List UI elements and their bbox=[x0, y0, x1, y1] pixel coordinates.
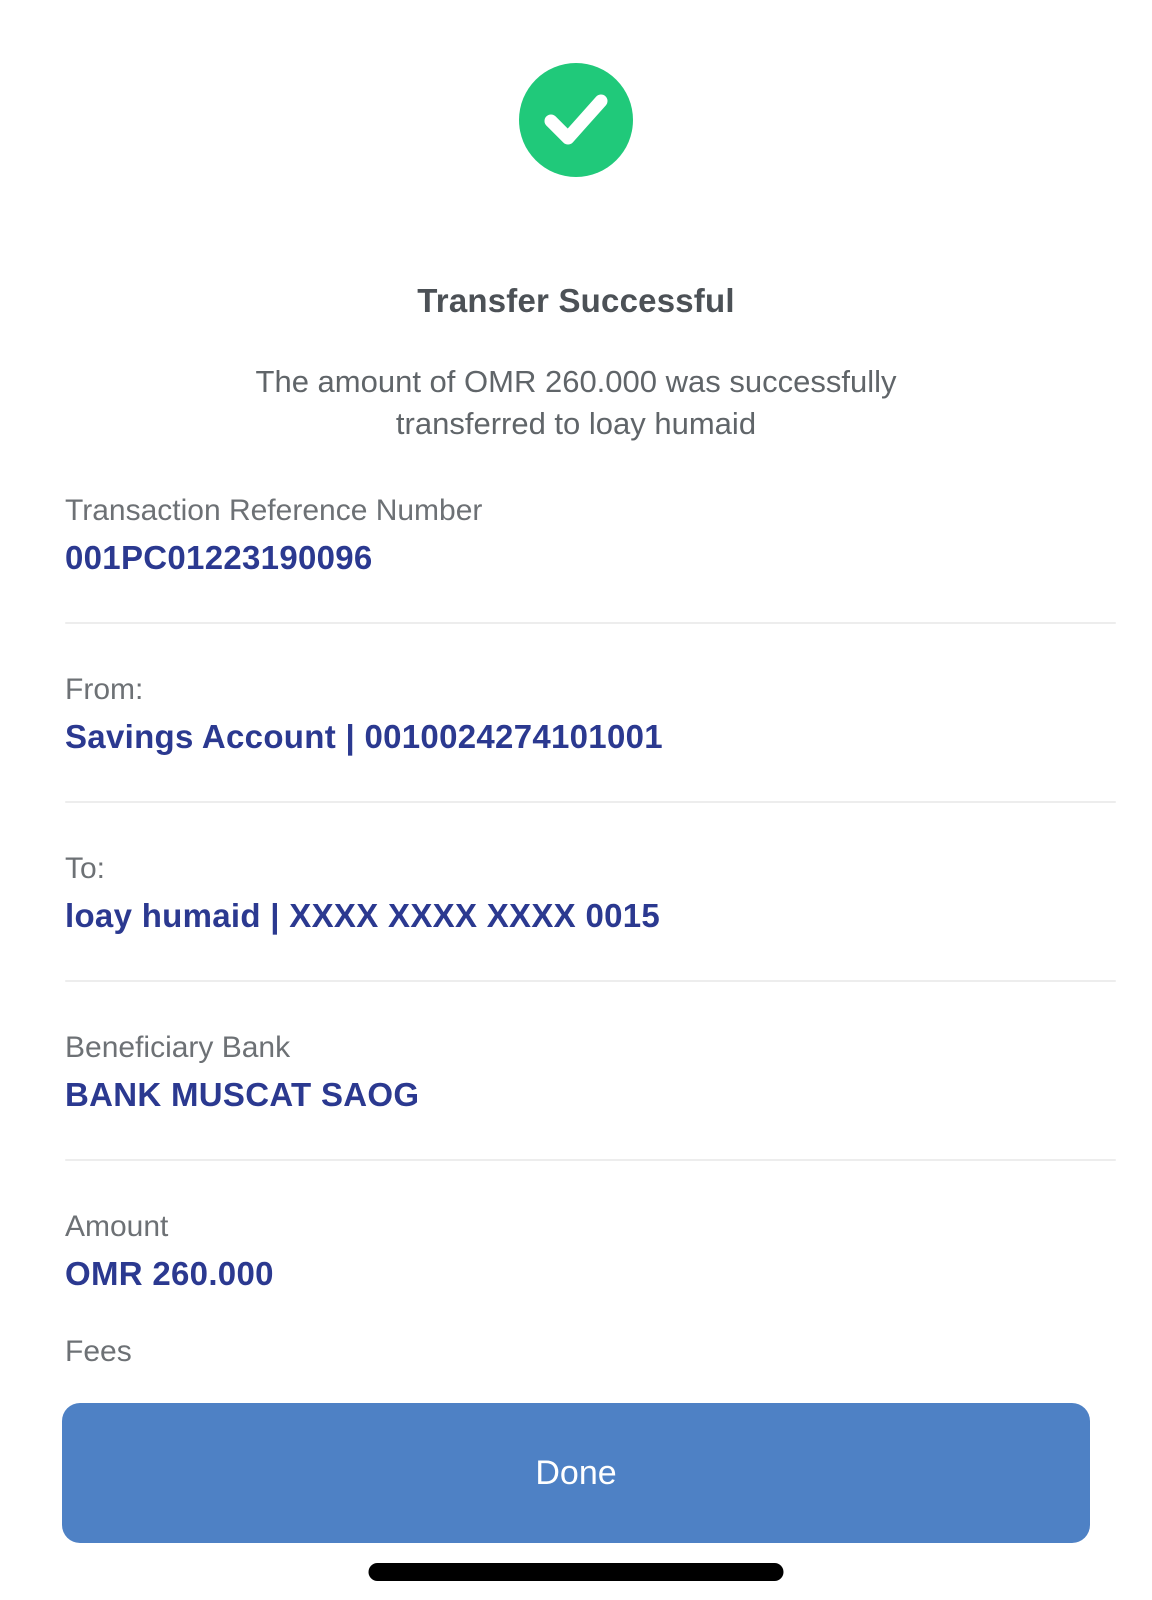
detail-row-reference bbox=[65, 491, 1116, 580]
divider bbox=[65, 980, 1116, 982]
home-indicator[interactable] bbox=[369, 1563, 784, 1581]
status-message: The amount of OMR 260.000 was successfully transferred to loay humaid bbox=[255, 364, 897, 441]
to-value: loay humaid | XXXX XXXX XXXX 0015 bbox=[65, 897, 661, 934]
reference-label: Transaction Reference Number bbox=[65, 494, 483, 527]
detail-row-to bbox=[65, 849, 1116, 938]
success-check-icon bbox=[519, 63, 633, 177]
from-value: Savings Account | 0010024274101001 bbox=[65, 718, 663, 755]
page-title: Transfer Successful bbox=[417, 282, 735, 319]
beneficiary-bank-label: Beneficiary Bank bbox=[65, 1031, 291, 1064]
beneficiary-bank-value: BANK MUSCAT SAOG bbox=[65, 1076, 420, 1113]
done-button[interactable]: Done bbox=[62, 1403, 1090, 1543]
detail-row-fees bbox=[65, 1332, 1116, 1372]
amount-label: Amount bbox=[65, 1210, 169, 1243]
divider bbox=[65, 622, 1116, 624]
divider bbox=[65, 801, 1116, 803]
checkmark-glyph bbox=[543, 93, 609, 147]
divider bbox=[65, 1159, 1116, 1161]
to-label: To: bbox=[65, 852, 106, 885]
fees-label: Fees bbox=[65, 1335, 132, 1368]
detail-row-beneficiary-bank bbox=[65, 1028, 1116, 1117]
reference-value: 001PC01223190096 bbox=[65, 539, 373, 576]
detail-row-from bbox=[65, 670, 1116, 759]
detail-row-amount bbox=[65, 1207, 1116, 1296]
from-label: From: bbox=[65, 673, 144, 706]
amount-value: OMR 260.000 bbox=[65, 1255, 274, 1292]
footer bbox=[62, 1403, 1090, 1543]
transfer-details bbox=[0, 491, 1152, 1372]
